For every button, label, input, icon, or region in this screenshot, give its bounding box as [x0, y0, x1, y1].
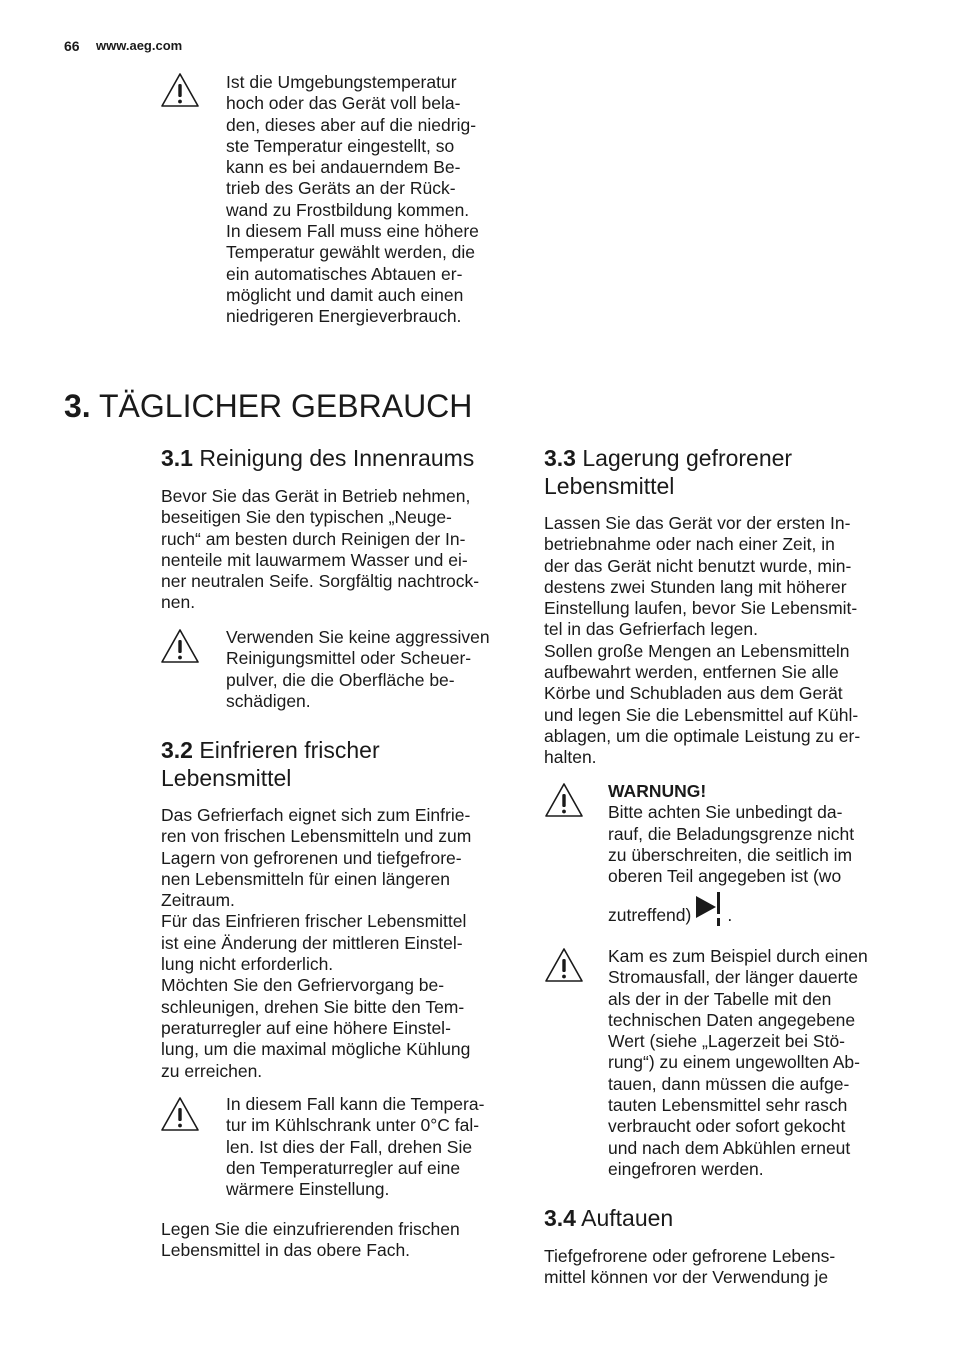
- chapter-heading: [64, 386, 472, 426]
- section-3-3-body: Lassen Sie das Gerät vor der ersten In- betriebnahme oder nach einer Zeit, in der das Gerät nicht benutzt wurde, min- destens zwei Stunden lang mit höherer Einstellung laufen, bevor Sie Lebensmit- tel in das Gefrierfach legen. Sollen große Mengen an Lebensmitteln aufbewahrt werden, entfernen Sie alle Körbe und Schubladen aus dem Gerät und legen Sie die Lebensmittel auf Kühl- ablagen, um die optimale Leistung zu er- halten.: [544, 513, 861, 768]
- section-title: Auftauen: [581, 1205, 674, 1231]
- section-3-1-body: Bevor Sie das Gerät in Betrieb nehmen, beseitigen Sie den typischen „Neuge- ruch“ am besten durch Reinigen der In- nenteile mit lauwarmem Wasser und ei- ner neutralen Seife. Sorgfältig nachtrock- nen.: [161, 486, 480, 613]
- warning-triangle-icon: [544, 947, 584, 983]
- section-3-4-body: Tiefgefrorene oder gefrorene Lebens- mittel können vor der Verwendung je: [544, 1246, 836, 1288]
- chapter-number: 3.: [64, 388, 91, 424]
- chapter-title: TÄGLICHER GEBRAUCH: [99, 388, 473, 424]
- warning-body: Bitte achten Sie unbedingt da- rauf, die Beladungsgrenze nicht zu überschreiten, die seitlich im oberen Teil angegeben ist (wo: [608, 802, 855, 887]
- warning-title: WARNUNG!: [608, 781, 707, 801]
- page-url: www.aeg.com: [96, 38, 183, 53]
- section-title: Reinigung des Innenraums: [199, 445, 475, 471]
- section-number: 3.4: [544, 1205, 576, 1231]
- temperature-note: In diesem Fall kann die Tempera- tur im Kühlschrank unter 0°C fal- len. Ist dies der Fall, drehen Sie den Temperaturregler auf eine wärmere Einstellung.: [226, 1094, 485, 1200]
- cleaning-note: Verwenden Sie keine aggressiven Reinigungsmittel oder Scheuer- pulver, die die Oberfläche be- schädigen.: [226, 627, 490, 711]
- section-heading-3-4: [544, 1204, 673, 1232]
- section-3-2-after: Legen Sie die einzufrierenden frischen Lebensmittel in das obere Fach.: [161, 1219, 460, 1261]
- section-number: 3.3: [544, 445, 576, 471]
- warning-triangle-icon: [544, 782, 584, 818]
- section-heading-3-3: [544, 444, 792, 500]
- load-limit-marker-icon: [695, 892, 723, 926]
- warning-tail-line: [608, 892, 732, 926]
- power-failure-note: Kam es zum Beispiel durch einen Stromausfall, der länger dauerte als der in der Tabelle mit den technischen Daten angegebene Wert (siehe „Lagerzeit bei Stö- rung“) zu einem ungewollten Ab- tauen, dann müssen die aufge- tauten Lebensmittel sehr rasch verbraucht oder sofort gekocht und nach dem Abkühlen erneut eingefroren werden.: [608, 946, 868, 1179]
- warning-triangle-icon: [160, 628, 200, 664]
- section-3-2-body: Das Gefrierfach eignet sich zum Einfrie- ren von frischen Lebensmitteln und zum Lagern von gefrorenen und tiefgefrore- nen Lebensmitteln für einen längeren Zeitraum. Für das Einfrieren frischer Lebensmittel ist eine Änderung der mittleren Einstel- lung nicht erforderlich. Möchten Sie den Gefriervorgang be- schleunigen, drehen Sie bitte den Tem- peraturregler auf eine höhere Einstel- lung, um die maximal mögliche Kühlung zu erreichen.: [161, 805, 472, 1081]
- section-title: Einfrieren frischer Lebensmittel: [161, 737, 380, 791]
- frost-note: Ist die Umgebungstemperatur hoch oder das Gerät voll bela- den, dieses aber auf die niedrig- ste Temperatur eingestellt, so kann es bei andauerndem Be- trieb des Geräts an der Rück- wand zu Frostbildung kommen. In diesem Fall muss eine höhere Temperatur gewählt werden, die ein automatisches Abtauen er- möglicht und damit auch einen niedrigeren Energieverbrauch.: [226, 72, 479, 327]
- section-title: Lagerung gefrorener Lebensmittel: [544, 445, 793, 499]
- warning-triangle-icon: [160, 1096, 200, 1132]
- warning-triangle-icon: [160, 72, 200, 108]
- page-number: 66: [64, 38, 80, 54]
- warning-end: .: [727, 904, 733, 925]
- section-number: 3.1: [161, 445, 193, 471]
- warning-tail: zutreffend): [608, 904, 692, 925]
- warning-note: [608, 781, 854, 887]
- section-heading-3-1: [161, 444, 474, 472]
- section-heading-3-2: [161, 736, 380, 792]
- section-number: 3.2: [161, 737, 193, 763]
